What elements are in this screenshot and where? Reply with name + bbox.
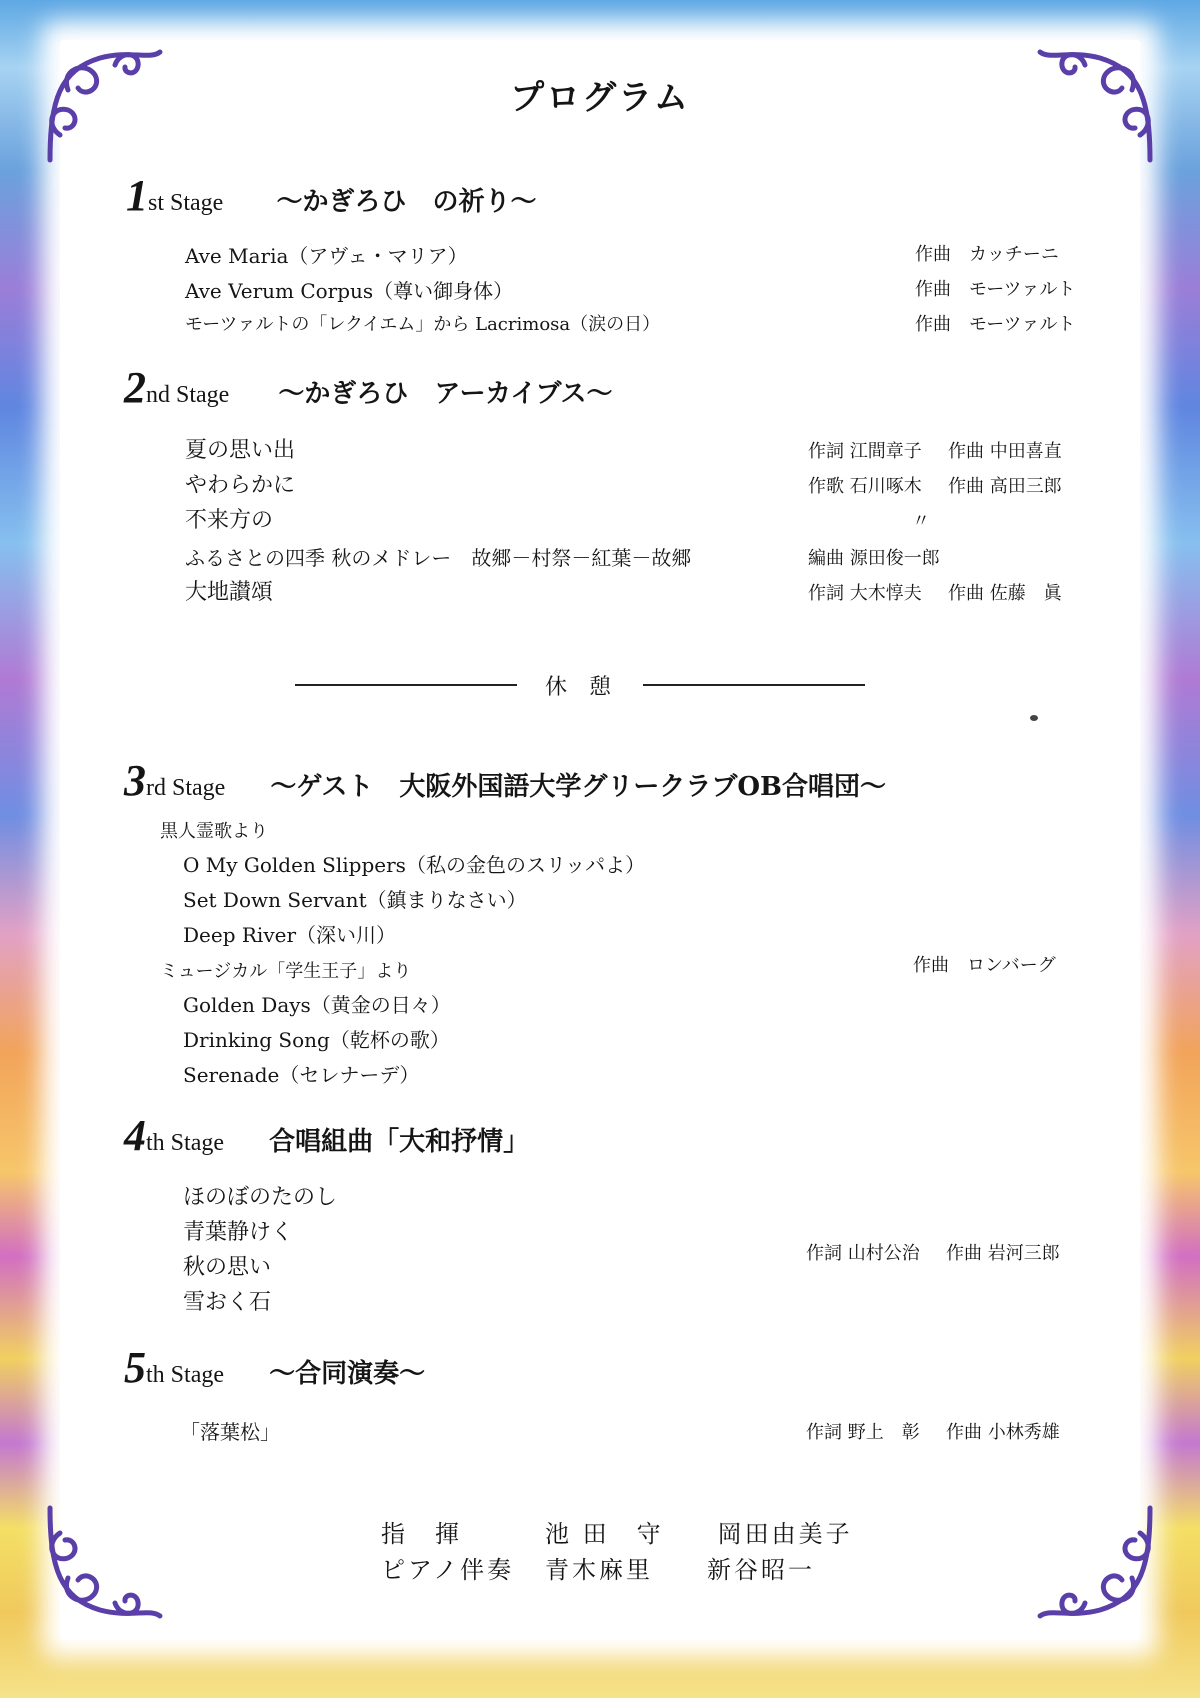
page-title: プログラム bbox=[510, 78, 690, 118]
divider bbox=[295, 684, 517, 686]
piece-title: 大地讃頌 bbox=[185, 580, 274, 605]
piece-title: Set Down Servant（鎮まりなさい） bbox=[183, 888, 527, 912]
stage-number: 4 bbox=[124, 1111, 146, 1160]
composer-credit: 作曲 中田喜直 bbox=[948, 441, 1062, 462]
piece-title: Ave Maria（アヴェ・マリア） bbox=[185, 244, 468, 268]
piece-title: モーツァルトの「レクイエム」から Lacrimosa（涙の日） bbox=[185, 314, 661, 335]
pianist-names: 青木麻里 新谷昭一 bbox=[545, 1556, 815, 1584]
stage-word: Stage bbox=[172, 775, 226, 801]
piece-title: O My Golden Slippers（私の金色のスリッパよ） bbox=[183, 853, 646, 877]
stage-suffix: nd bbox=[146, 382, 170, 408]
stage-number: 1 bbox=[126, 171, 148, 220]
stage-title: ～ゲスト 大阪外国語大学グリークラブOB合唱団～ bbox=[270, 772, 887, 802]
stage-number: 2 bbox=[124, 363, 146, 412]
composer-credit: 作曲 高田三郎 bbox=[948, 476, 1062, 497]
stage-suffix: th bbox=[146, 1362, 165, 1388]
piece-title: Drinking Song（乾杯の歌） bbox=[183, 1028, 450, 1052]
arranger-credit: 編曲 源田俊一郎 bbox=[808, 548, 940, 569]
lyricist-credit: 作詞 野上 彰 bbox=[806, 1422, 920, 1443]
piece-title: 不来方の bbox=[185, 508, 274, 533]
composer-credit: 作曲 佐藤 眞 bbox=[948, 583, 1062, 604]
stage-suffix: th bbox=[146, 1130, 165, 1156]
stage-3-heading bbox=[124, 755, 886, 806]
stage-title: ～合同演奏～ bbox=[269, 1359, 426, 1389]
stage-1-heading bbox=[126, 170, 536, 221]
stage-number: 5 bbox=[124, 1343, 146, 1392]
stage-suffix: rd bbox=[146, 775, 166, 801]
stage-suffix: st bbox=[148, 190, 165, 216]
composer-credit: 作曲 小林秀雄 bbox=[946, 1422, 1060, 1443]
piece-title: 夏の思い出 bbox=[185, 438, 296, 463]
stage-title: ～かぎろひ の祈り～ bbox=[276, 187, 537, 217]
intermission-label: 休 憩 bbox=[545, 675, 612, 700]
ditto-mark: 〃 bbox=[912, 511, 930, 532]
piece-title: Golden Days（黄金の日々） bbox=[183, 993, 451, 1017]
lyricist-credit: 作詞 大木惇夫 bbox=[808, 583, 922, 604]
pianist-label: ピアノ伴奏 bbox=[381, 1556, 515, 1584]
composer-credit: 作曲 モーツァルト bbox=[915, 314, 1076, 335]
stage-number: 3 bbox=[124, 756, 146, 805]
lyricist-credit: 作詞 山村公治 bbox=[806, 1243, 920, 1264]
stage-word: Stage bbox=[170, 190, 224, 216]
composer-credit: 作曲 ロンバーグ bbox=[913, 955, 1056, 976]
piece-title: Serenade（セレナーデ） bbox=[183, 1063, 420, 1087]
conductor-label: 指 揮 bbox=[381, 1520, 462, 1548]
lyricist-credit: 作詞 江間章子 bbox=[808, 441, 922, 462]
piece-title: Ave Verum Corpus（尊い御身体） bbox=[185, 279, 514, 303]
stage-title: ～かぎろひ アーカイブス～ bbox=[278, 379, 613, 409]
corner-flourish-icon bbox=[40, 1498, 170, 1628]
conductor-names: 池 田 守 岡田由美子 bbox=[545, 1520, 853, 1548]
stage-title: 合唱組曲「大和抒情」 bbox=[269, 1127, 530, 1157]
corner-flourish-icon bbox=[1030, 1498, 1160, 1628]
composer-credit: 作曲 モーツァルト bbox=[915, 279, 1076, 300]
piece-title: 秋の思い bbox=[183, 1255, 272, 1280]
ink-speck bbox=[1030, 715, 1038, 721]
piece-title: Deep River（深い川） bbox=[183, 923, 397, 947]
piece-title: 「落葉松」 bbox=[180, 1420, 280, 1444]
composer-credit: 作曲 岩河三郎 bbox=[946, 1243, 1060, 1264]
composer-credit: 作曲 カッチーニ bbox=[915, 244, 1059, 265]
stage-word: Stage bbox=[170, 1362, 224, 1388]
stage-5-heading bbox=[124, 1342, 425, 1393]
lyricist-credit: 作歌 石川啄木 bbox=[808, 476, 922, 497]
group-heading: 黒人霊歌より bbox=[160, 821, 268, 842]
group-heading: ミュージカル「学生王子」より bbox=[160, 961, 412, 982]
piece-title: 青葉静けく bbox=[183, 1220, 294, 1245]
piece-title: やわらかに bbox=[185, 473, 296, 498]
piece-title: ほのぼのたのし bbox=[183, 1185, 338, 1210]
piece-title: ふるさとの四季 秋のメドレー 故郷－村祭－紅葉－故郷 bbox=[185, 546, 692, 570]
stage-4-heading bbox=[124, 1110, 529, 1161]
piece-title: 雪おく石 bbox=[183, 1290, 272, 1315]
stage-2-heading bbox=[124, 362, 613, 413]
divider bbox=[643, 684, 865, 686]
stage-word: Stage bbox=[176, 382, 230, 408]
stage-word: Stage bbox=[170, 1130, 224, 1156]
